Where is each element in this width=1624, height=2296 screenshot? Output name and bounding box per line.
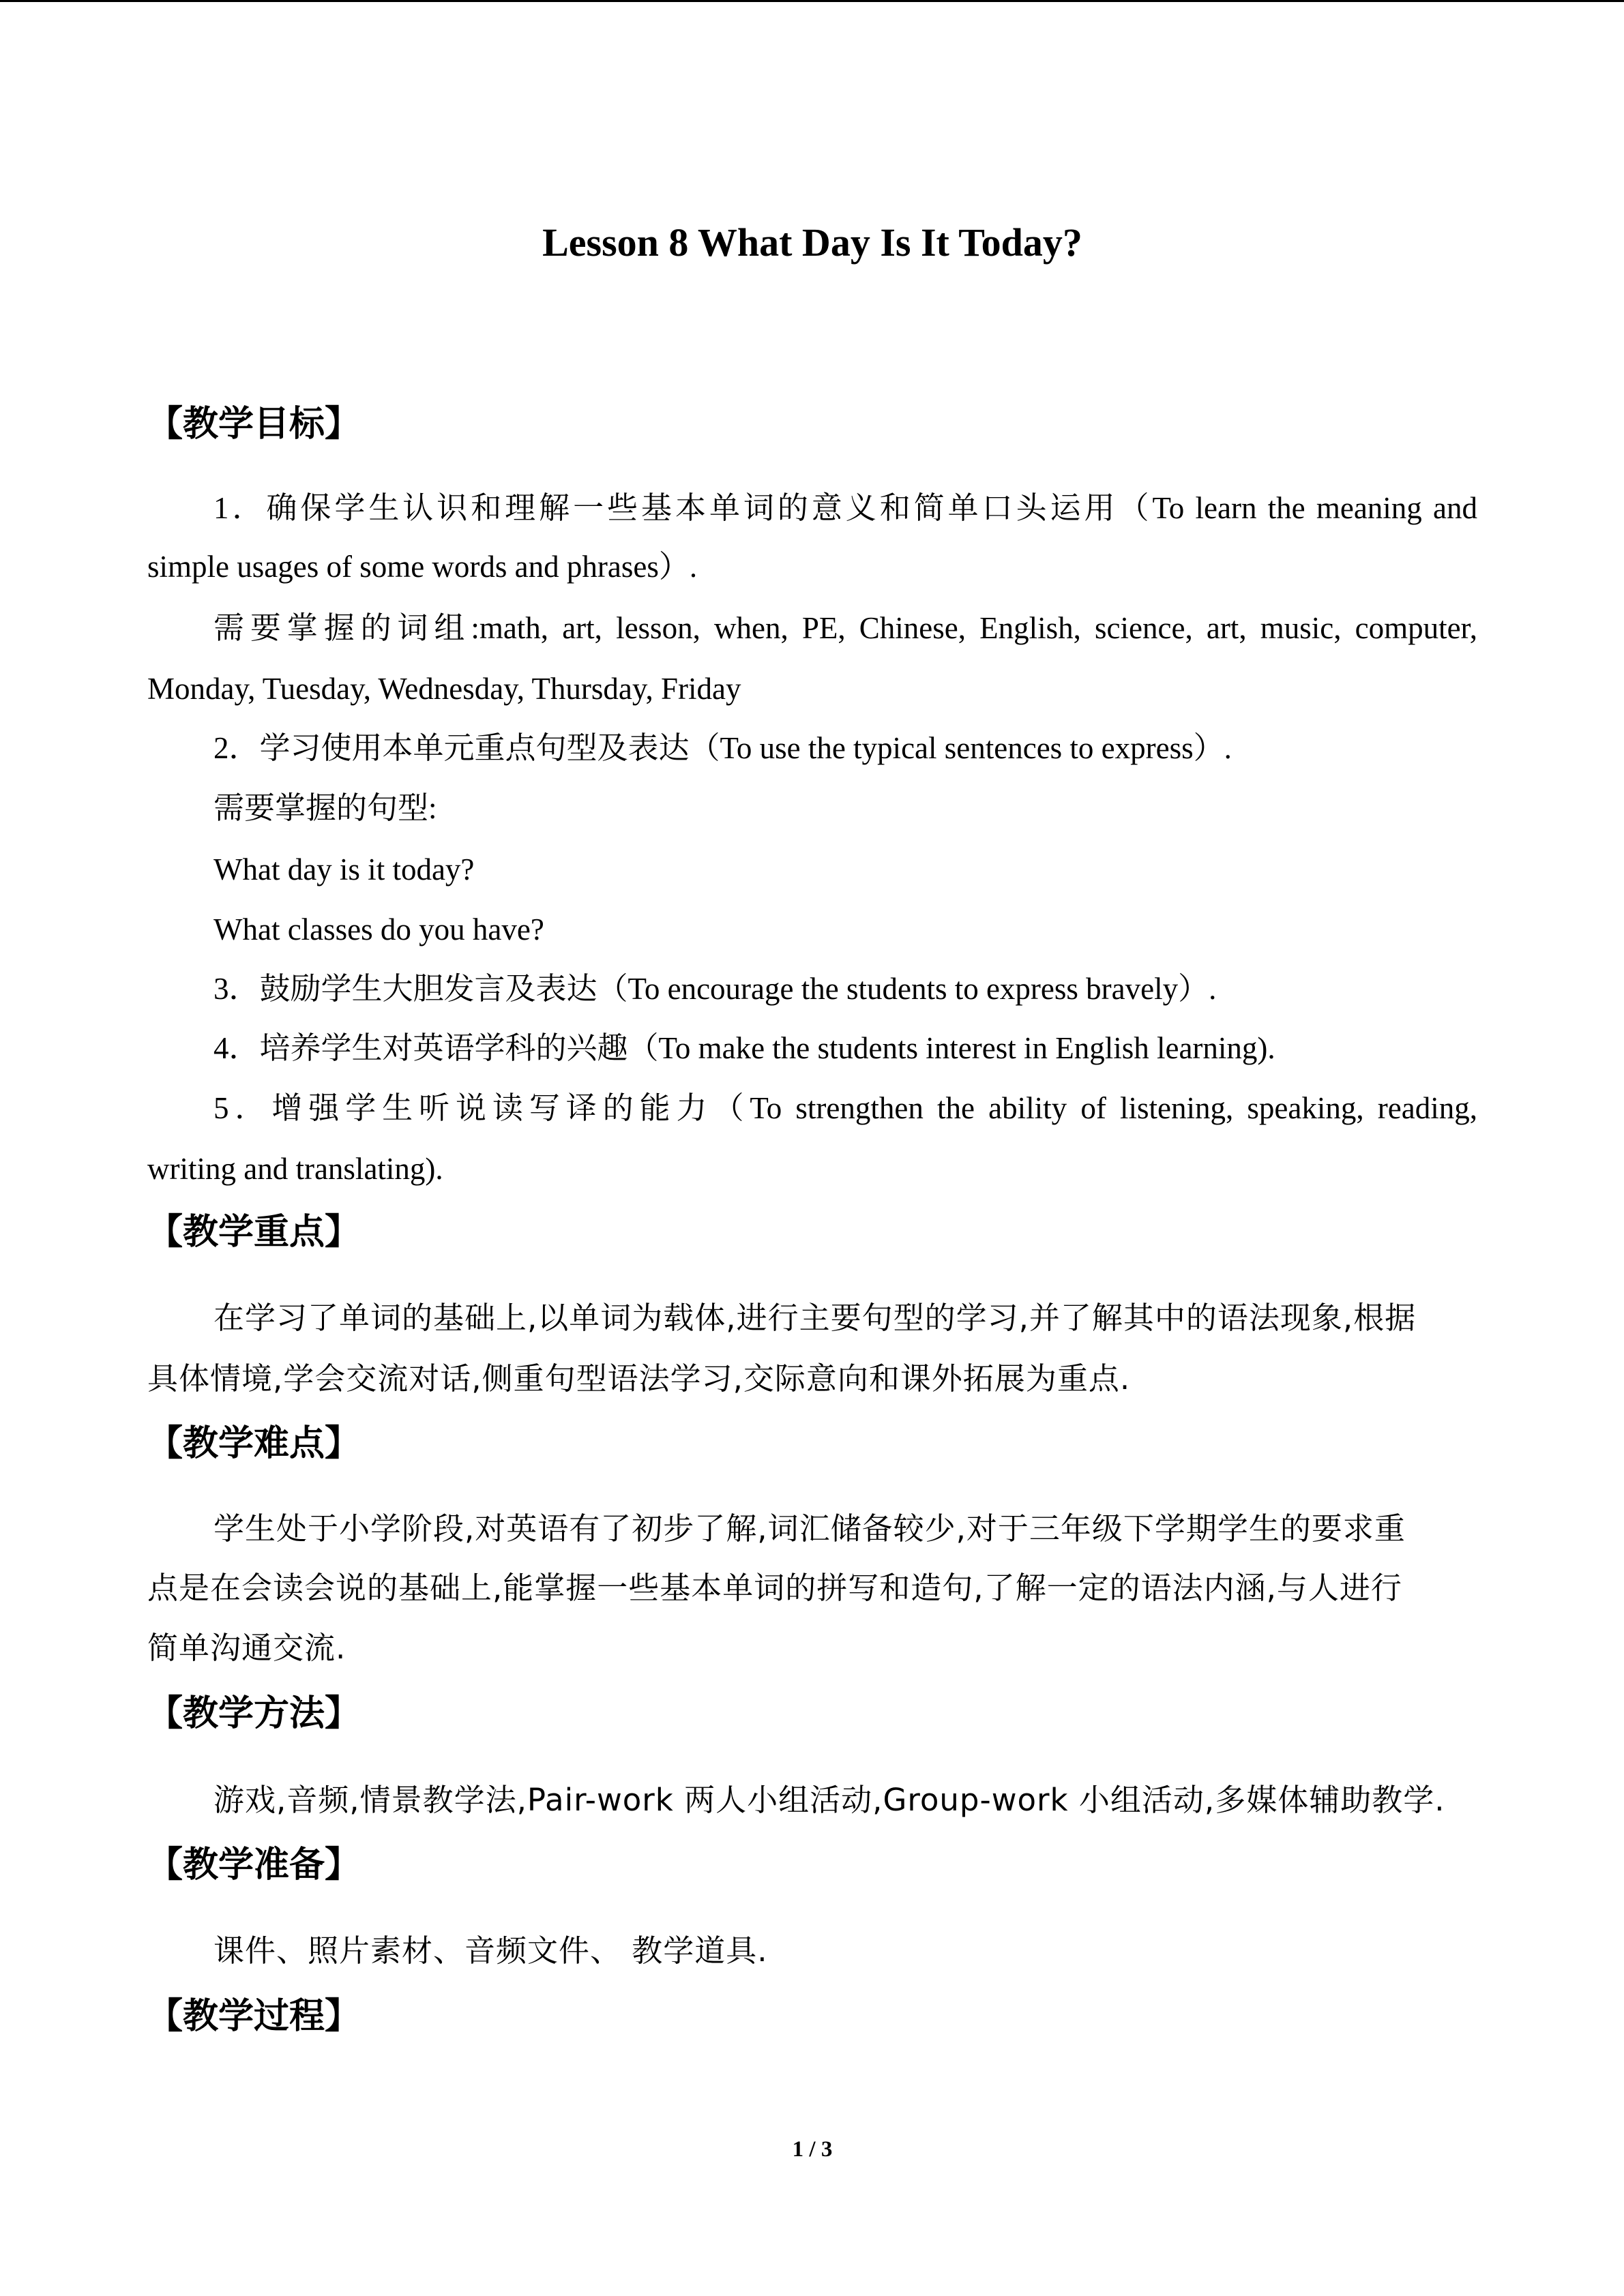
objective-1-line-1: 1．确保学生认识和理解一些基本单词的意义和简单口头运用（To learn the meaning and <box>213 491 1477 525</box>
difficulties-line-2: 点是在会读会说的基础上,能掌握一些基本单词的拼写和造句,了解一定的语法内涵,与人进行 <box>147 1570 1402 1606</box>
difficulties-line-3: 简单沟通交流. <box>147 1630 346 1666</box>
key-points-line-1: 在学习了单词的基础上,以单词为载体,进行主要句型的学习,并了解其中的语法现象,根据 <box>213 1300 1417 1336</box>
heading-teaching-methods: 【教学方法】 <box>147 1693 361 1734</box>
document-title: Lesson 8 What Day Is It Today? <box>542 220 1082 265</box>
vocabulary-line-1: 需要掌握的词组:math, art, lesson, when, PE, Chinese, English, science, art, music, computer, <box>213 611 1477 645</box>
objective-2: 2．学习使用本单元重点句型及表达（To use the typical sentences to express）. <box>213 731 1232 765</box>
objective-3: 3．鼓励学生大胆发言及表达（To encourage the students to express bravely）. <box>213 972 1217 1006</box>
heading-teaching-process: 【教学过程】 <box>147 1996 361 2037</box>
heading-teaching-objectives: 【教学目标】 <box>147 404 361 445</box>
heading-difficulties: 【教学难点】 <box>147 1423 361 1464</box>
heading-teaching-preparation: 【教学准备】 <box>147 1845 361 1885</box>
methods-line-1: 游戏,音频,情景教学法,Pair-work 两人小组活动,Group-work 小组活动,多媒体辅助教学. <box>213 1782 1445 1818</box>
preparation-line-1: 课件、照片素材、音频文件、 教学道具. <box>213 1933 768 1969</box>
objective-5-line-2: writing and translating). <box>147 1152 443 1186</box>
difficulties-line-1: 学生处于小学阶段,对英语有了初步了解,词汇储备较少,对于三年级下学期学生的要求重 <box>213 1510 1406 1547</box>
document-page <box>147 0 1477 2296</box>
objective-4: 4．培养学生对英语学科的兴趣（To make the students interest in English learning). <box>213 1031 1275 1065</box>
page-number: 1 / 3 <box>792 2137 833 2162</box>
sentence-pattern-label: 需要掌握的句型: <box>213 791 437 825</box>
vocabulary-line-2: Monday, Tuesday, Wednesday, Thursday, Friday <box>147 672 741 706</box>
objective-5-line-1: 5．增强学生听说读写译的能力（To strengthen the ability of listening, speaking, reading, <box>213 1091 1477 1125</box>
sentence-pattern-1: What day is it today? <box>213 852 475 886</box>
objective-1-line-2: simple usages of some words and phrases）. <box>147 550 698 584</box>
key-points-line-2: 具体情境,学会交流对话,侧重句型语法学习,交际意向和课外拓展为重点. <box>147 1360 1131 1397</box>
heading-key-points: 【教学重点】 <box>147 1212 361 1253</box>
sentence-pattern-2: What classes do you have? <box>213 912 544 946</box>
